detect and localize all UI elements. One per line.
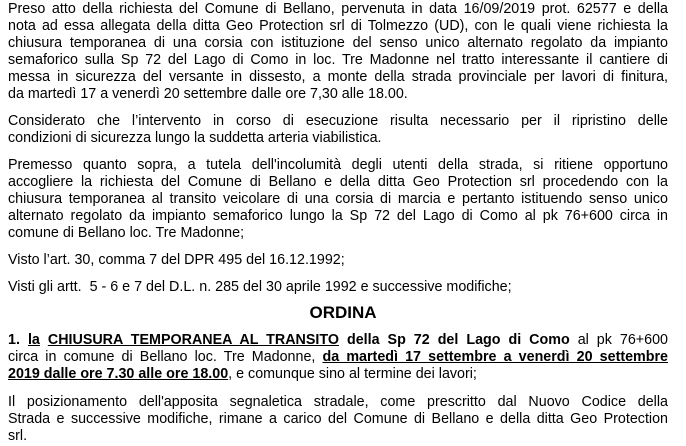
order-item-line-3 <box>8 366 477 383</box>
order-title: ORDINA <box>309 303 377 322</box>
order-item-line2-start: circa in comune di Bellano loc. Tre Madonne, <box>8 349 316 365</box>
order-item-road: della Sp 72 del Lago di Como <box>346 332 570 348</box>
visto-paragraph: Visto l’art. 30, comma 7 del DPR 495 del 16.12.1992; <box>8 252 345 268</box>
order-item-closure: CHIUSURA TEMPORANEA AL TRANSITO <box>47 332 339 348</box>
paragraph-1-line-3: chiusura temporanea di una corsia con istituzione del senso unico alternato regolato da impianto <box>8 35 668 51</box>
paragraph-3-line-1: Premesso quanto sopra, a tutela dell'incolumità degli utenti della strada, si ritiene opportuno <box>8 157 668 173</box>
visti-paragraph: Visti gli artt. 5 - 6 e 7 del D.L. n. 285 del 30 aprile 1992 e successive modifiche; <box>8 279 512 295</box>
order-item-line-1 <box>8 332 668 349</box>
paragraph-1-line-5: messa in sicurezza del versante in dissesto, a monte della strada provinciale per lavori di finitura, <box>8 69 668 85</box>
order-item-period-part1: da martedì 17 settembre a venerdì 20 settembre <box>322 349 669 365</box>
paragraph-2-line-1: Considerato che l’intervento in corso di esecuzione risulta necessario per il ripristino delle <box>8 113 668 129</box>
final-paragraph-line-3: srl. <box>8 428 28 444</box>
paragraph-2-line-2: condizioni di sicurezza lungo la suddetta arteria viabilistica. <box>8 130 382 146</box>
order-item-number: 1. <box>8 332 20 348</box>
paragraph-3-line-2: accogliere la richiesta del Comune di Bellano e della ditta Geo Protection srl procedendo con la <box>8 174 668 190</box>
final-paragraph-line-1: Il posizionamento dell'apposita segnaletica stradale, come prescritto dal Nuovo Codice della <box>8 394 668 410</box>
order-item-line1-rest: al pk 76+600 <box>577 332 668 348</box>
paragraph-3-line-4: alternato regolato da impianto semaforico lungo la Sp 72 del Lago di Como al pk 76+600 circa in <box>8 208 668 224</box>
order-item-la: la <box>27 332 40 348</box>
paragraph-1-line-6: da martedì 17 a venerdì 20 settembre dalle ore 7,30 alle 18.00. <box>8 86 408 102</box>
order-item-line3-rest: , e comunque sino al termine dei lavori; <box>228 366 477 382</box>
paragraph-1-line-1: Preso atto della richiesta del Comune di Bellano, pervenuta in data 16/09/2019 prot. 62577 e della <box>8 1 668 17</box>
paragraph-3-line-5: comune di Bellano loc. Tre Madonne; <box>8 225 245 241</box>
paragraph-3-line-3: chiusura temporanea al transito veicolare di una corsia di marcia e pertanto istituendo senso unico <box>8 191 668 207</box>
paragraph-1-line-2: nota ad essa allegata della ditta Geo Protection srl di Tolmezzo (UD), con le quali viene richiesta la <box>8 18 668 34</box>
final-paragraph-line-2: Strada e successive modifiche, rimane a carico del Comune di Bellano e della ditta Geo Protection <box>8 411 668 427</box>
order-item-period-part2: 2019 dalle ore 7.30 alle ore 18.00 <box>8 366 229 382</box>
order-item-line-2 <box>8 349 668 366</box>
paragraph-1-line-4: semaforico sulla Sp 72 del Lago di Como in loc. Tre Madonne nel tratto interessante il cantiere di <box>8 52 668 68</box>
